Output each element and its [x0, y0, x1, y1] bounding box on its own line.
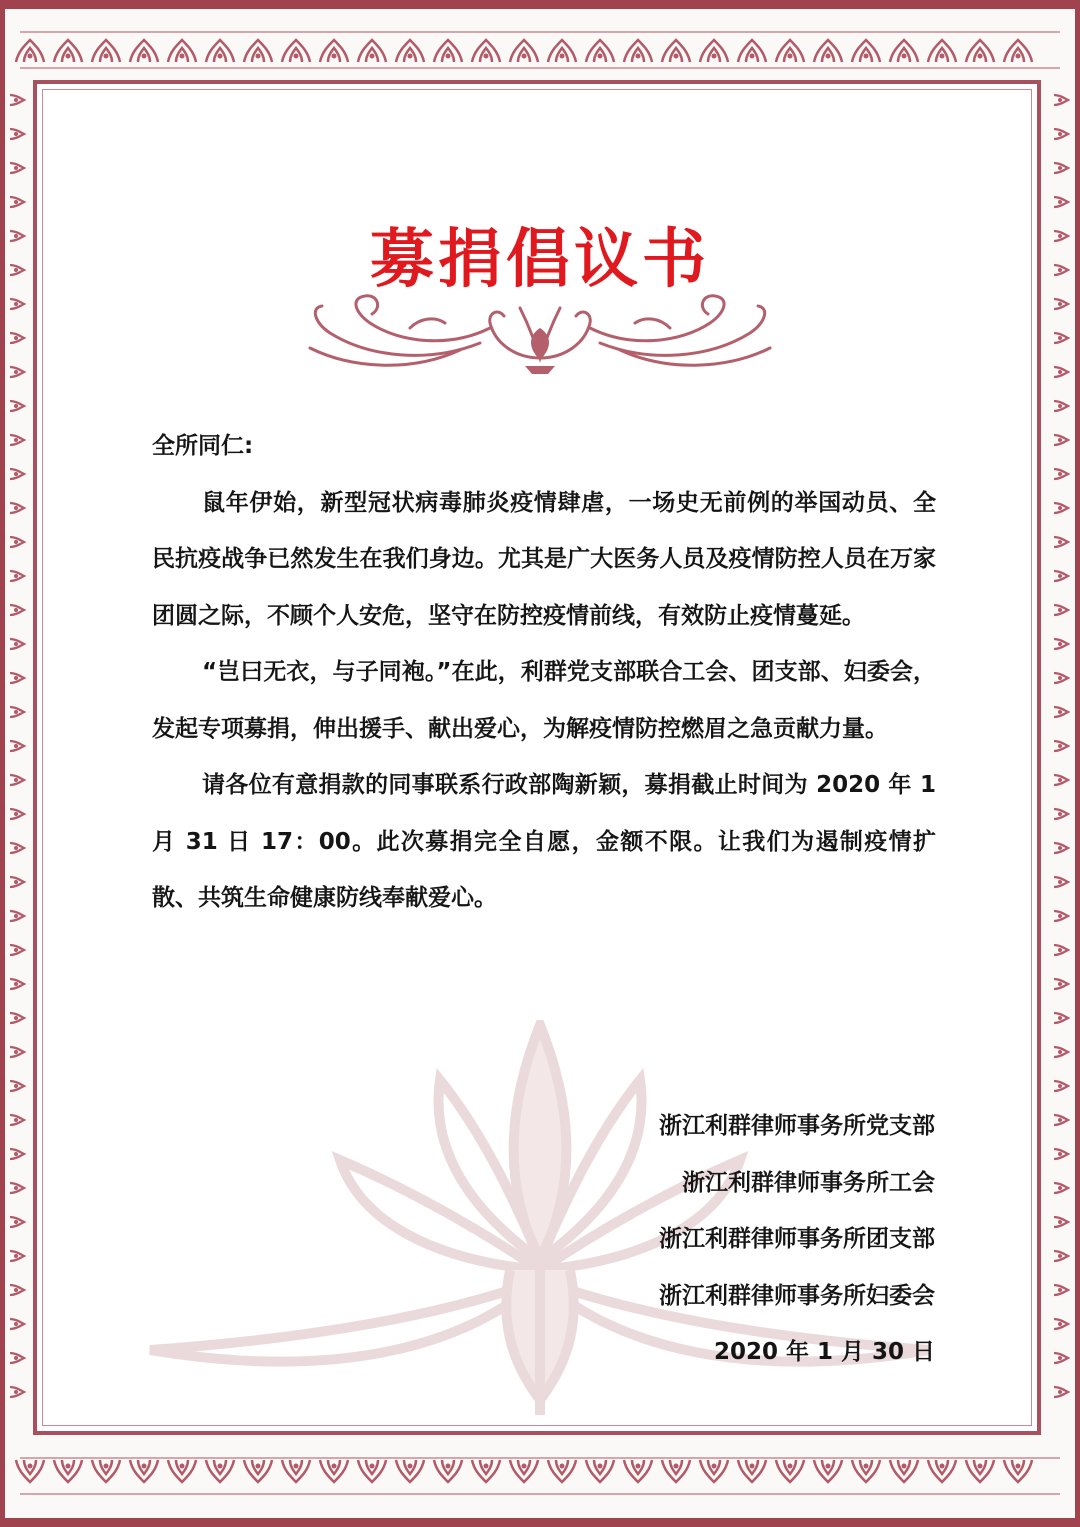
signature-women-committee: 浙江利群律师事务所妇委会 [659, 1282, 935, 1309]
paragraph-3: 请各位有意捐款的同事联系行政部陶新颖，募捐截止时间为 2020 年 1 月 31 日 17：00。此次募捐完全自愿，金额不限。让我们为遏制疫情扩散、共筑生命健康防线奉献爱心。 [152, 772, 936, 911]
signature-block [659, 1098, 935, 1381]
signature-party-branch: 浙江利群律师事务所党支部 [659, 1113, 935, 1139]
document-title: 募捐倡议书 [370, 223, 710, 297]
signature-date: 2020 年 1 月 30 日 [713, 1339, 935, 1365]
salutation: 全所同仁: [152, 433, 254, 459]
signature-youth-league: 浙江利群律师事务所团支部 [659, 1226, 935, 1252]
paragraph-1: 鼠年伊始，新型冠状病毒肺炎疫情肆虐，一场史无前例的举国动员、全民抗疫战争已然发生在我们身边。尤其是广大医务人员及疫情防控人员在万家团圆之际，不顾个人安危，坚守在防控疫情前线，有效防止疫情蔓延。 [152, 489, 936, 629]
paragraph-2: “岂曰无衣，与子同袍。”在此，利群党支部联合工会、团支部、妇委会，发起专项募捐，伸出援手、献出爱心，为解疫情防控燃眉之急贡献力量。 [152, 659, 936, 742]
letter-body [152, 418, 936, 927]
flourish-ornament-icon [290, 288, 790, 378]
signature-union: 浙江利群律师事务所工会 [682, 1169, 935, 1196]
